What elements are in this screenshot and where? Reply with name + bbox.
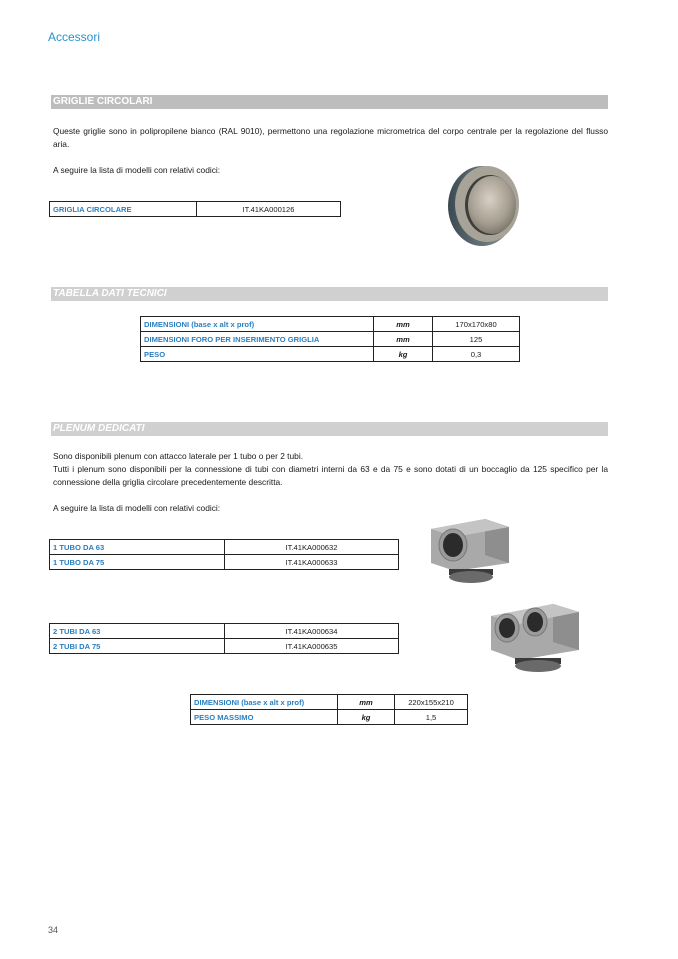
model-name: 2 TUBI DA 75 [50,639,225,654]
model-code: IT.41KA000632 [225,540,399,555]
plenum-1-tube-image [423,515,513,587]
table-row [50,555,399,570]
model-name: GRIGLIA CIRCOLARE [50,202,197,217]
model-code: IT.41KA000633 [225,555,399,570]
section-title-griglie: GRIGLIE CIRCOLARI [51,95,608,109]
model-code: IT.41KA000635 [225,639,399,654]
model-name: 2 TUBI DA 63 [50,624,225,639]
spec-value: 0,3 [433,347,520,362]
griglie-description-text: Queste griglie sono in polipropilene bianco (RAL 9010), permettono una regolazione micrometrica del corpo centrale per la regolazione del flusso aria. [53,126,608,149]
table-row [50,639,399,654]
griglie-models-table [49,201,341,217]
page-header-title: Accessori [48,30,101,44]
spec-label: DIMENSIONI FORO PER INSERIMENTO GRIGLIA [141,332,374,347]
spec-label: DIMENSIONI (base x alt x prof) [141,317,374,332]
spec-value: 125 [433,332,520,347]
table-row [141,317,520,332]
plenum-2-tubes-image [483,600,583,675]
round-grille-image [440,158,530,253]
plenum-specs-table [190,694,468,725]
model-code: IT.41KA000126 [197,202,341,217]
spec-label: PESO [141,347,374,362]
plenum-description [53,450,608,489]
spec-value: 170x170x80 [433,317,520,332]
table-row [141,347,520,362]
spec-label: DIMENSIONI (base x alt x prof) [191,695,338,710]
plenum-1-tube-models-table [49,539,399,570]
section-title-plenum: PLENUM DEDICATI [51,422,608,436]
plenum-description-line2: Tutti i plenum sono disponibili per la connessione di tubi con diametri interni da 63 e da 75 e sono dotati di un boccaglio da 125 specifico per la connessione della griglia circolare precedentemente descritta. [53,464,608,487]
spec-unit: mm [338,695,395,710]
table-row [50,202,341,217]
plenum-description-line1: Sono disponibili plenum con attacco laterale per 1 tubo o per 2 tubi. [53,451,304,461]
section-title-tabella: TABELLA DATI TECNICI [51,287,608,301]
table-row [50,540,399,555]
model-name: 1 TUBO DA 75 [50,555,225,570]
spec-unit: kg [338,710,395,725]
spec-unit: mm [374,317,433,332]
spec-unit: mm [374,332,433,347]
table-row [50,624,399,639]
table-row [191,710,468,725]
spec-unit: kg [374,347,433,362]
table-row [141,332,520,347]
plenum-2-tubes-models-table [49,623,399,654]
technical-data-table [140,316,520,362]
griglie-description [53,125,608,151]
page-number: 34 [48,925,59,935]
spec-label: PESO MASSIMO [191,710,338,725]
model-name: 1 TUBO DA 63 [50,540,225,555]
spec-value: 220x155x210 [395,695,468,710]
griglie-list-intro: A seguire la lista di modelli con relativi codici: [53,165,221,175]
model-code: IT.41KA000634 [225,624,399,639]
table-row [191,695,468,710]
plenum-list-intro: A seguire la lista di modelli con relativi codici: [53,503,221,513]
spec-value: 1,5 [395,710,468,725]
